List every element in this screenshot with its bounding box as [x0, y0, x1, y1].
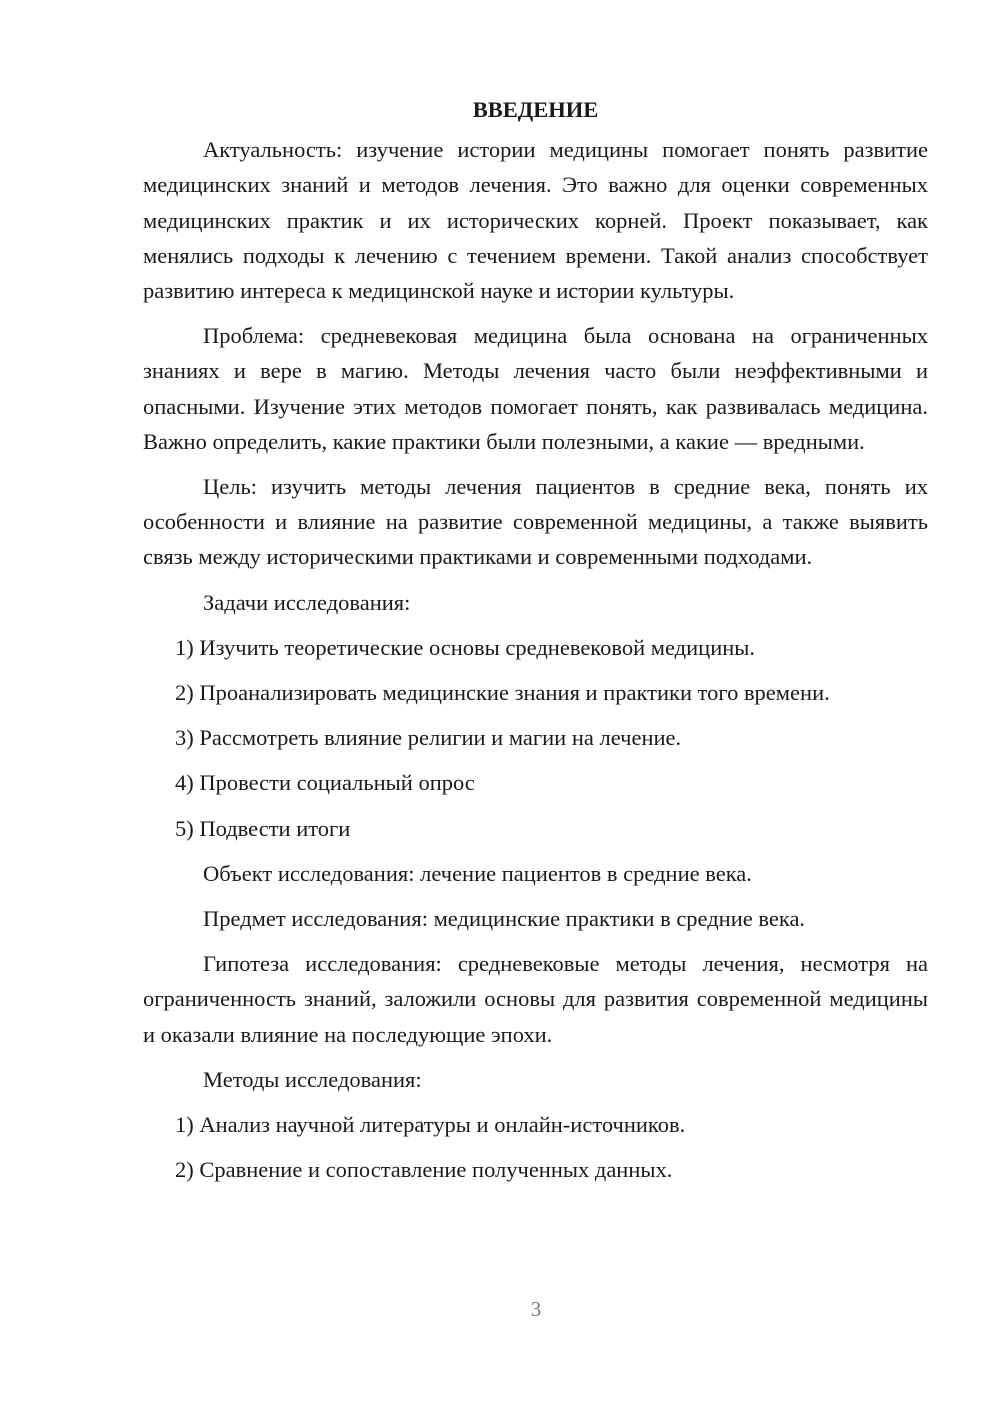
tasks-heading: Задачи исследования:: [203, 589, 411, 615]
list-item: 2) Сравнение и сопоставление полученных данных.: [175, 1157, 673, 1183]
tasks-list: [143, 630, 928, 846]
methods-list: [143, 1107, 928, 1187]
list-item: 3) Рассмотреть влияние религии и магии на лечение.: [175, 725, 682, 751]
list-item: 1) Анализ научной литературы и онлайн-источников.: [175, 1112, 686, 1138]
object-line: Объект исследования: лечение пациентов в средние века.: [203, 860, 752, 886]
problem-paragraph: Проблема: средневековая медицина была основана на ограниченных знаниях и вере в магию. Методы лечения часто были неэффективными и опасными. Изучение этих методов помогает понять, как развивалась медицина. Важно определить, какие практики были полезными, а какие — вредными.: [143, 323, 928, 454]
list-item: 4) Провести социальный опрос: [175, 770, 475, 796]
section-title: ВВЕДЕНИЕ: [472, 97, 599, 122]
list-item: 1) Изучить теоретические основы средневековой медицины.: [175, 634, 756, 660]
list-item: 2) Проанализировать медицинские знания и практики того времени.: [175, 680, 830, 706]
page-number: 3: [530, 1297, 542, 1321]
methods-heading: Методы исследования:: [203, 1066, 422, 1092]
relevance-paragraph: Актуальность: изучение истории медицины помогает понять развитие медицинских знаний и методов лечения. Это важно для оценки современных медицинских практик и их исторических корней. Проект показывает, как менялись подходы к лечению с течением времени. Такой анализ способствует развитию интереса к медицинской науке и истории культуры.: [143, 137, 928, 304]
hypothesis-paragraph: Гипотеза исследования: средневековые методы лечения, несмотря на ограниченность знаний, заложили основы для развития современной медицины и оказали влияние на последующие эпохи.: [143, 951, 928, 1047]
subject-line: Предмет исследования: медицинские практики в средние века.: [203, 906, 806, 932]
document-page: [143, 92, 928, 1197]
list-item: 5) Подвести итоги: [175, 815, 351, 841]
goal-paragraph: Цель: изучить методы лечения пациентов в средние века, понять их особенности и влияние на развитие современной медицины, а также выявить связь между историческими практиками и современными подходами.: [143, 474, 928, 570]
